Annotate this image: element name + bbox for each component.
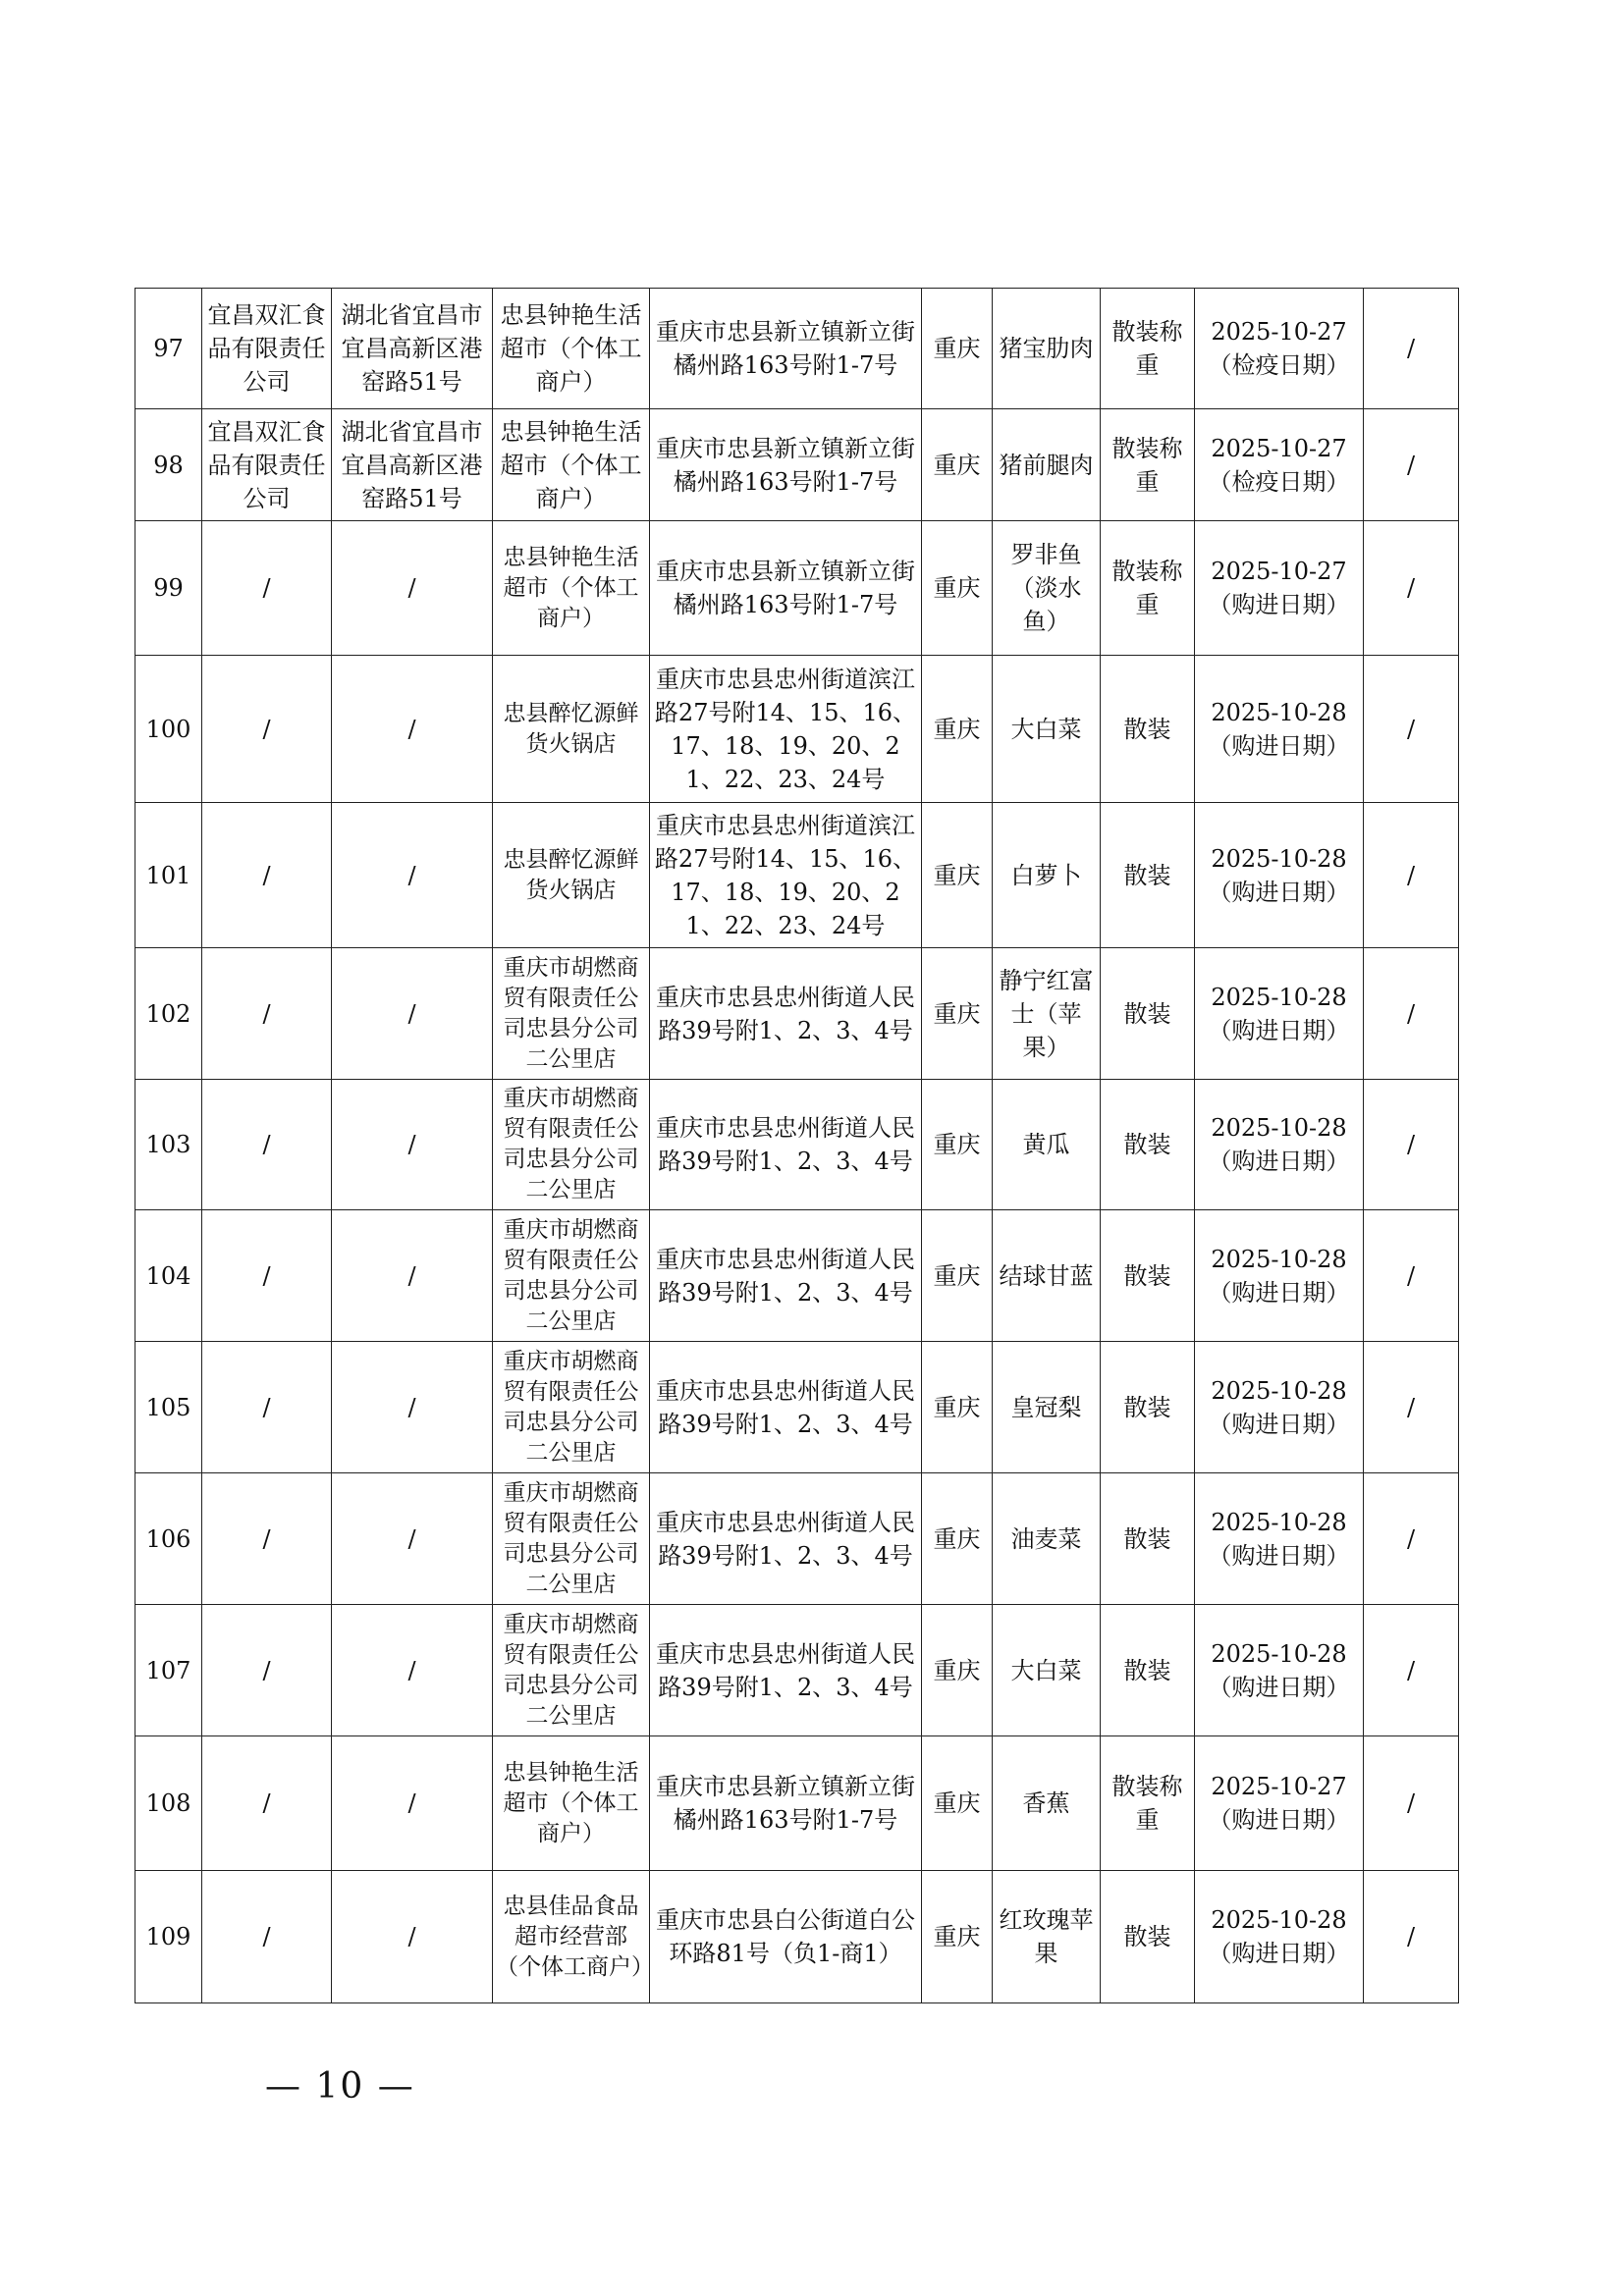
cell-extra: /: [1364, 1736, 1459, 1871]
cell-date: 2025-10-28（购进日期）: [1195, 803, 1364, 948]
cell-product-name: 罗非鱼（淡水鱼）: [993, 521, 1101, 656]
table-row: [135, 1473, 1459, 1605]
cell-region: 重庆: [922, 1080, 993, 1210]
cell-date: 2025-10-28（购进日期）: [1195, 1871, 1364, 2003]
results-table: [135, 288, 1459, 2003]
table-row: [135, 948, 1459, 1080]
cell-seller-address: 重庆市忠县新立镇新立街橘州路163号附1-7号: [650, 1736, 922, 1871]
cell-number: 109: [135, 1871, 202, 2003]
cell-extra: /: [1364, 521, 1459, 656]
cell-product-name: 皇冠梨: [993, 1342, 1101, 1473]
cell-seller: 重庆市胡燃商贸有限责任公司忠县分公司二公里店: [493, 1080, 650, 1210]
cell-seller-address: 重庆市忠县忠州街道滨江路27号附14、15、16、17、18、19、20、21、22、23、24号: [650, 656, 922, 803]
cell-extra: /: [1364, 1473, 1459, 1605]
cell-date: 2025-10-28（购进日期）: [1195, 1473, 1364, 1605]
cell-seller-address: 重庆市忠县忠州街道人民路39号附1、2、3、4号: [650, 948, 922, 1080]
table-row: [135, 803, 1459, 948]
cell-product-name: 大白菜: [993, 1605, 1101, 1736]
cell-product-name: 大白菜: [993, 656, 1101, 803]
cell-product-name: 油麦菜: [993, 1473, 1101, 1605]
cell-extra: /: [1364, 948, 1459, 1080]
cell-seller-address: 重庆市忠县忠州街道滨江路27号附14、15、16、17、18、19、20、21、22、23、24号: [650, 803, 922, 948]
cell-number: 104: [135, 1210, 202, 1342]
cell-extra: /: [1364, 1605, 1459, 1736]
cell-date: 2025-10-27（检疫日期）: [1195, 409, 1364, 521]
cell-producer-address: /: [332, 1736, 493, 1871]
cell-spec: 散装: [1101, 1871, 1195, 2003]
cell-spec: 散装称重: [1101, 409, 1195, 521]
cell-seller: 忠县钟艳生活超市（个体工商户）: [493, 521, 650, 656]
cell-seller: 重庆市胡燃商贸有限责任公司忠县分公司二公里店: [493, 1605, 650, 1736]
cell-producer-address: 湖北省宜昌市宜昌高新区港窑路51号: [332, 289, 493, 409]
table-row: [135, 289, 1459, 409]
cell-product-name: 香蕉: [993, 1736, 1101, 1871]
cell-spec: 散装: [1101, 948, 1195, 1080]
cell-date: 2025-10-27（购进日期）: [1195, 521, 1364, 656]
cell-number: 108: [135, 1736, 202, 1871]
table-row: [135, 1210, 1459, 1342]
cell-producer: /: [202, 1605, 332, 1736]
cell-product-name: 猪前腿肉: [993, 409, 1101, 521]
cell-region: 重庆: [922, 289, 993, 409]
table-row: [135, 1342, 1459, 1473]
cell-producer-address: 湖北省宜昌市宜昌高新区港窑路51号: [332, 409, 493, 521]
cell-number: 97: [135, 289, 202, 409]
cell-seller-address: 重庆市忠县新立镇新立街橘州路163号附1-7号: [650, 289, 922, 409]
cell-producer-address: /: [332, 1605, 493, 1736]
cell-number: 98: [135, 409, 202, 521]
cell-product-name: 结球甘蓝: [993, 1210, 1101, 1342]
cell-number: 106: [135, 1473, 202, 1605]
cell-number: 99: [135, 521, 202, 656]
cell-region: 重庆: [922, 656, 993, 803]
cell-producer: /: [202, 1871, 332, 2003]
cell-producer: /: [202, 1080, 332, 1210]
cell-seller: 忠县醉忆源鲜货火锅店: [493, 656, 650, 803]
cell-producer: /: [202, 948, 332, 1080]
cell-producer-address: /: [332, 1473, 493, 1605]
cell-seller-address: 重庆市忠县白公街道白公环路81号（负1-商1）: [650, 1871, 922, 2003]
cell-extra: /: [1364, 1342, 1459, 1473]
cell-region: 重庆: [922, 409, 993, 521]
cell-spec: 散装: [1101, 803, 1195, 948]
cell-region: 重庆: [922, 1736, 993, 1871]
cell-product-name: 黄瓜: [993, 1080, 1101, 1210]
cell-producer: /: [202, 803, 332, 948]
cell-producer-address: /: [332, 521, 493, 656]
cell-spec: 散装: [1101, 1210, 1195, 1342]
cell-date: 2025-10-27（检疫日期）: [1195, 289, 1364, 409]
cell-seller: 忠县钟艳生活超市（个体工商户）: [493, 289, 650, 409]
cell-region: 重庆: [922, 521, 993, 656]
cell-number: 105: [135, 1342, 202, 1473]
cell-extra: /: [1364, 289, 1459, 409]
cell-extra: /: [1364, 1080, 1459, 1210]
cell-seller: 重庆市胡燃商贸有限责任公司忠县分公司二公里店: [493, 948, 650, 1080]
cell-product-name: 白萝卜: [993, 803, 1101, 948]
cell-product-name: 静宁红富士（苹果）: [993, 948, 1101, 1080]
cell-seller: 重庆市胡燃商贸有限责任公司忠县分公司二公里店: [493, 1342, 650, 1473]
cell-producer-address: /: [332, 803, 493, 948]
cell-seller: 忠县钟艳生活超市（个体工商户）: [493, 1736, 650, 1871]
cell-number: 103: [135, 1080, 202, 1210]
cell-seller: 重庆市胡燃商贸有限责任公司忠县分公司二公里店: [493, 1210, 650, 1342]
cell-region: 重庆: [922, 1342, 993, 1473]
cell-producer: /: [202, 656, 332, 803]
cell-extra: /: [1364, 656, 1459, 803]
cell-extra: /: [1364, 803, 1459, 948]
cell-spec: 散装: [1101, 1473, 1195, 1605]
cell-date: 2025-10-27（购进日期）: [1195, 1736, 1364, 1871]
cell-seller-address: 重庆市忠县忠州街道人民路39号附1、2、3、4号: [650, 1473, 922, 1605]
cell-spec: 散装: [1101, 656, 1195, 803]
cell-spec: 散装称重: [1101, 1736, 1195, 1871]
cell-seller-address: 重庆市忠县忠州街道人民路39号附1、2、3、4号: [650, 1605, 922, 1736]
cell-producer-address: /: [332, 656, 493, 803]
cell-seller: 忠县佳品食品超市经营部（个体工商户）: [493, 1871, 650, 2003]
table-row: [135, 656, 1459, 803]
cell-producer: /: [202, 1210, 332, 1342]
table-row: [135, 1736, 1459, 1871]
cell-extra: /: [1364, 1871, 1459, 2003]
cell-region: 重庆: [922, 948, 993, 1080]
cell-seller: 忠县醉忆源鲜货火锅店: [493, 803, 650, 948]
cell-producer: 宜昌双汇食品有限责任公司: [202, 409, 332, 521]
cell-spec: 散装称重: [1101, 289, 1195, 409]
cell-producer: 宜昌双汇食品有限责任公司: [202, 289, 332, 409]
cell-producer-address: /: [332, 1080, 493, 1210]
cell-producer-address: /: [332, 1210, 493, 1342]
cell-date: 2025-10-28（购进日期）: [1195, 948, 1364, 1080]
cell-region: 重庆: [922, 803, 993, 948]
cell-seller-address: 重庆市忠县新立镇新立街橘州路163号附1-7号: [650, 521, 922, 656]
cell-seller-address: 重庆市忠县新立镇新立街橘州路163号附1-7号: [650, 409, 922, 521]
cell-producer-address: /: [332, 948, 493, 1080]
cell-seller-address: 重庆市忠县忠州街道人民路39号附1、2、3、4号: [650, 1080, 922, 1210]
cell-number: 100: [135, 656, 202, 803]
cell-number: 107: [135, 1605, 202, 1736]
cell-number: 101: [135, 803, 202, 948]
cell-region: 重庆: [922, 1871, 993, 2003]
cell-date: 2025-10-28（购进日期）: [1195, 1210, 1364, 1342]
cell-producer-address: /: [332, 1871, 493, 2003]
cell-extra: /: [1364, 1210, 1459, 1342]
cell-spec: 散装称重: [1101, 521, 1195, 656]
cell-producer: /: [202, 1342, 332, 1473]
cell-spec: 散装: [1101, 1342, 1195, 1473]
cell-producer: /: [202, 1736, 332, 1871]
cell-region: 重庆: [922, 1605, 993, 1736]
cell-product-name: 猪宝肋肉: [993, 289, 1101, 409]
table-row: [135, 1605, 1459, 1736]
cell-spec: 散装: [1101, 1605, 1195, 1736]
table-row: [135, 521, 1459, 656]
cell-date: 2025-10-28（购进日期）: [1195, 1342, 1364, 1473]
table-row: [135, 1871, 1459, 2003]
cell-region: 重庆: [922, 1210, 993, 1342]
table-row: [135, 409, 1459, 521]
cell-seller-address: 重庆市忠县忠州街道人民路39号附1、2、3、4号: [650, 1210, 922, 1342]
cell-seller: 忠县钟艳生活超市（个体工商户）: [493, 409, 650, 521]
cell-region: 重庆: [922, 1473, 993, 1605]
cell-product-name: 红玫瑰苹果: [993, 1871, 1101, 2003]
cell-spec: 散装: [1101, 1080, 1195, 1210]
page-number: — 10 —: [265, 2066, 415, 2107]
cell-producer-address: /: [332, 1342, 493, 1473]
cell-producer: /: [202, 521, 332, 656]
cell-seller-address: 重庆市忠县忠州街道人民路39号附1、2、3、4号: [650, 1342, 922, 1473]
cell-date: 2025-10-28（购进日期）: [1195, 1080, 1364, 1210]
cell-date: 2025-10-28（购进日期）: [1195, 1605, 1364, 1736]
cell-date: 2025-10-28（购进日期）: [1195, 656, 1364, 803]
cell-seller: 重庆市胡燃商贸有限责任公司忠县分公司二公里店: [493, 1473, 650, 1605]
cell-number: 102: [135, 948, 202, 1080]
cell-extra: /: [1364, 409, 1459, 521]
cell-producer: /: [202, 1473, 332, 1605]
table-row: [135, 1080, 1459, 1210]
